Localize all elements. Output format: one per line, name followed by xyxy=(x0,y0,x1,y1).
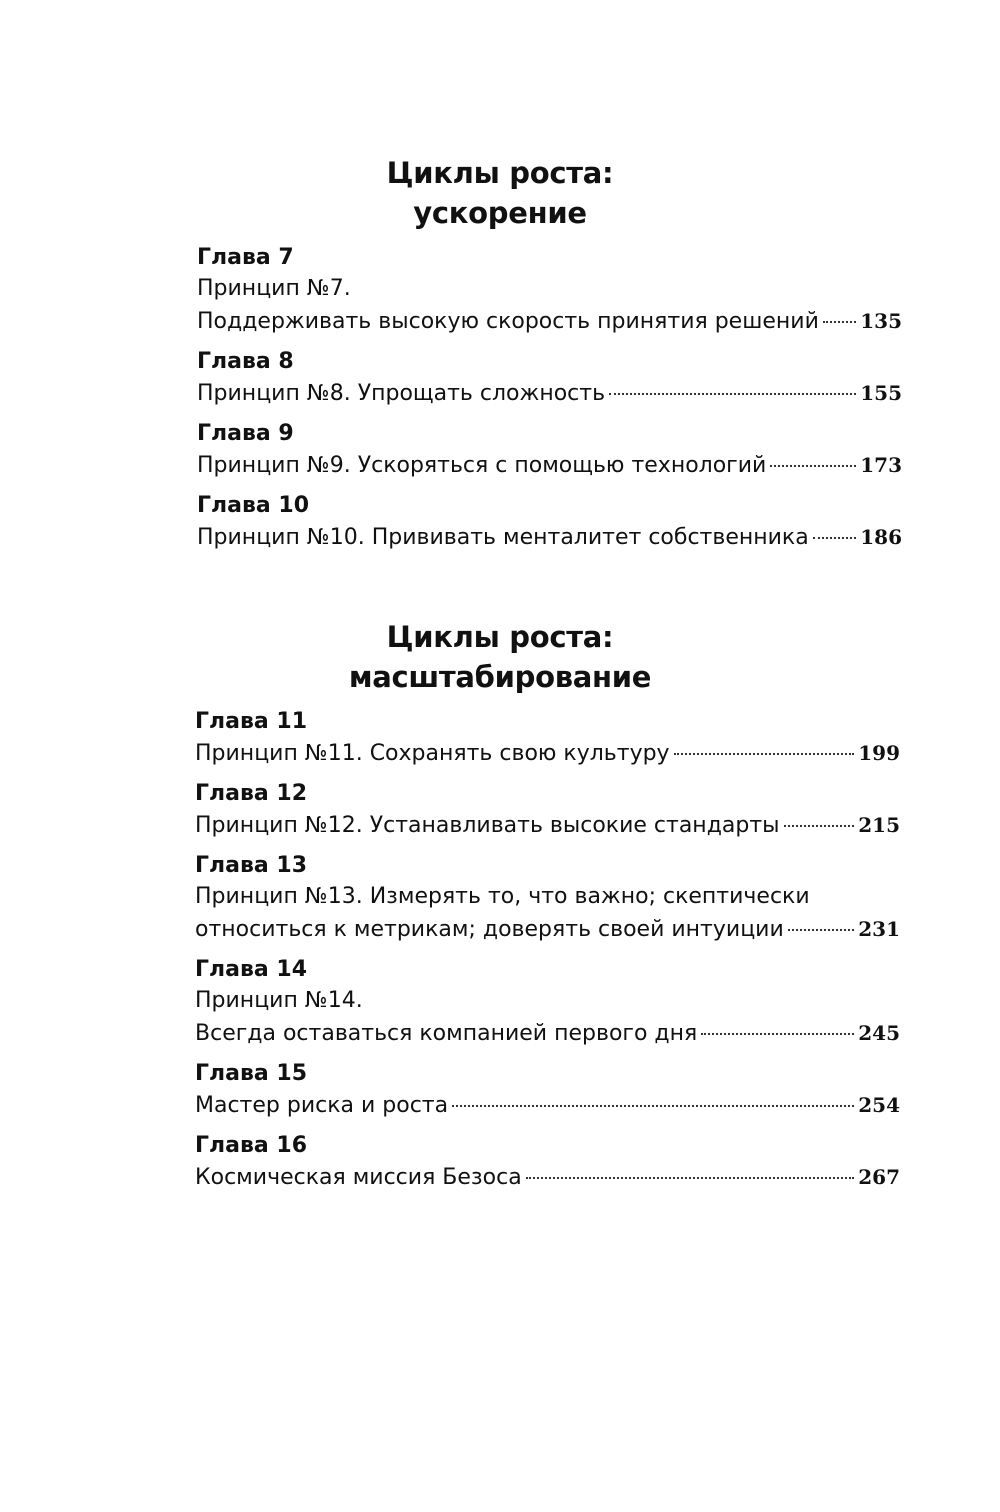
dot-leader xyxy=(701,1033,854,1035)
toc-list-scaling xyxy=(195,707,900,1203)
entry-title-row xyxy=(197,305,902,337)
toc-entry-chapter-11[interactable] xyxy=(195,707,900,769)
chapter-label: Глава 13 xyxy=(195,853,308,878)
entry-title: Принцип №8. Упрощать сложность xyxy=(197,381,606,406)
entry-line: Принцип №13. Измерять то, что важно; скептически xyxy=(195,884,810,909)
chapter-label: Глава 15 xyxy=(195,1061,308,1086)
toc-entry-chapter-16[interactable] xyxy=(195,1131,900,1193)
section-title-line: Циклы роста: xyxy=(386,620,614,654)
entry-title-row xyxy=(195,1017,900,1049)
entry-title-row xyxy=(195,1161,900,1193)
dot-leader xyxy=(813,537,857,539)
toc-list-acceleration xyxy=(197,243,902,563)
toc-entry-chapter-7[interactable] xyxy=(197,243,902,337)
chapter-label: Глава 9 xyxy=(197,421,294,446)
chapter-label: Глава 11 xyxy=(195,709,308,734)
page-number: 135 xyxy=(860,309,902,333)
dot-leader xyxy=(770,465,856,467)
toc-entry-chapter-10[interactable] xyxy=(197,491,902,553)
section-title-line: ускорение xyxy=(413,196,587,230)
section-title-acceleration xyxy=(48,153,952,233)
dot-leader xyxy=(823,321,856,323)
dot-leader xyxy=(452,1105,854,1107)
entry-title-row xyxy=(197,521,902,553)
toc-entry-chapter-12[interactable] xyxy=(195,779,900,841)
page-number: 173 xyxy=(860,453,902,477)
entry-title-row xyxy=(197,377,902,409)
entry-title-row xyxy=(195,737,900,769)
section-title-line: масштабирование xyxy=(348,660,652,694)
entry-title-row xyxy=(197,449,902,481)
page-number: 267 xyxy=(858,1165,900,1189)
entry-title-row xyxy=(195,1089,900,1121)
chapter-label: Глава 12 xyxy=(195,781,308,806)
toc-entry-chapter-13[interactable] xyxy=(195,851,900,945)
chapter-label: Глава 7 xyxy=(197,245,294,270)
chapter-label: Глава 10 xyxy=(197,493,310,518)
toc-entry-chapter-9[interactable] xyxy=(197,419,902,481)
entry-line: Принцип №14. xyxy=(195,988,363,1013)
chapter-label: Глава 16 xyxy=(195,1133,308,1158)
page-number: 231 xyxy=(858,917,900,941)
page-number: 186 xyxy=(860,525,902,549)
dot-leader xyxy=(526,1177,855,1179)
toc-entry-chapter-14[interactable] xyxy=(195,955,900,1049)
entry-title-row xyxy=(195,809,900,841)
dot-leader xyxy=(788,929,854,931)
chapter-label: Глава 8 xyxy=(197,349,294,374)
entry-title: Всегда оставаться компанией первого дня xyxy=(195,1021,698,1046)
page-number: 245 xyxy=(858,1021,900,1045)
entry-title: Принцип №9. Ускоряться с помощью технологий xyxy=(197,453,767,478)
entry-title: относиться к метрикам; доверять своей интуиции xyxy=(195,917,784,942)
toc-entry-chapter-15[interactable] xyxy=(195,1059,900,1121)
page-number: 215 xyxy=(858,813,900,837)
dot-leader xyxy=(674,753,855,755)
entry-title: Поддерживать высокую скорость принятия решений xyxy=(197,309,819,334)
chapter-label: Глава 14 xyxy=(195,957,308,982)
page-number: 155 xyxy=(860,381,902,405)
page-number: 199 xyxy=(858,741,900,765)
entry-title: Мастер риска и роста xyxy=(195,1093,449,1118)
entry-line: Принцип №7. xyxy=(197,276,351,301)
entry-title: Принцип №12. Устанавливать высокие стандарты xyxy=(195,813,780,838)
entry-title: Космическая миссия Безоса xyxy=(195,1165,522,1190)
section-title-line: Циклы роста: xyxy=(386,156,614,190)
dot-leader xyxy=(609,393,856,395)
entry-title: Принцип №10. Прививать менталитет собственника xyxy=(197,525,809,550)
toc-entry-chapter-8[interactable] xyxy=(197,347,902,409)
dot-leader xyxy=(784,825,855,827)
entry-title: Принцип №11. Сохранять свою культуру xyxy=(195,741,670,766)
entry-title-row xyxy=(195,913,900,945)
section-title-scaling xyxy=(48,617,952,697)
page-number: 254 xyxy=(858,1093,900,1117)
